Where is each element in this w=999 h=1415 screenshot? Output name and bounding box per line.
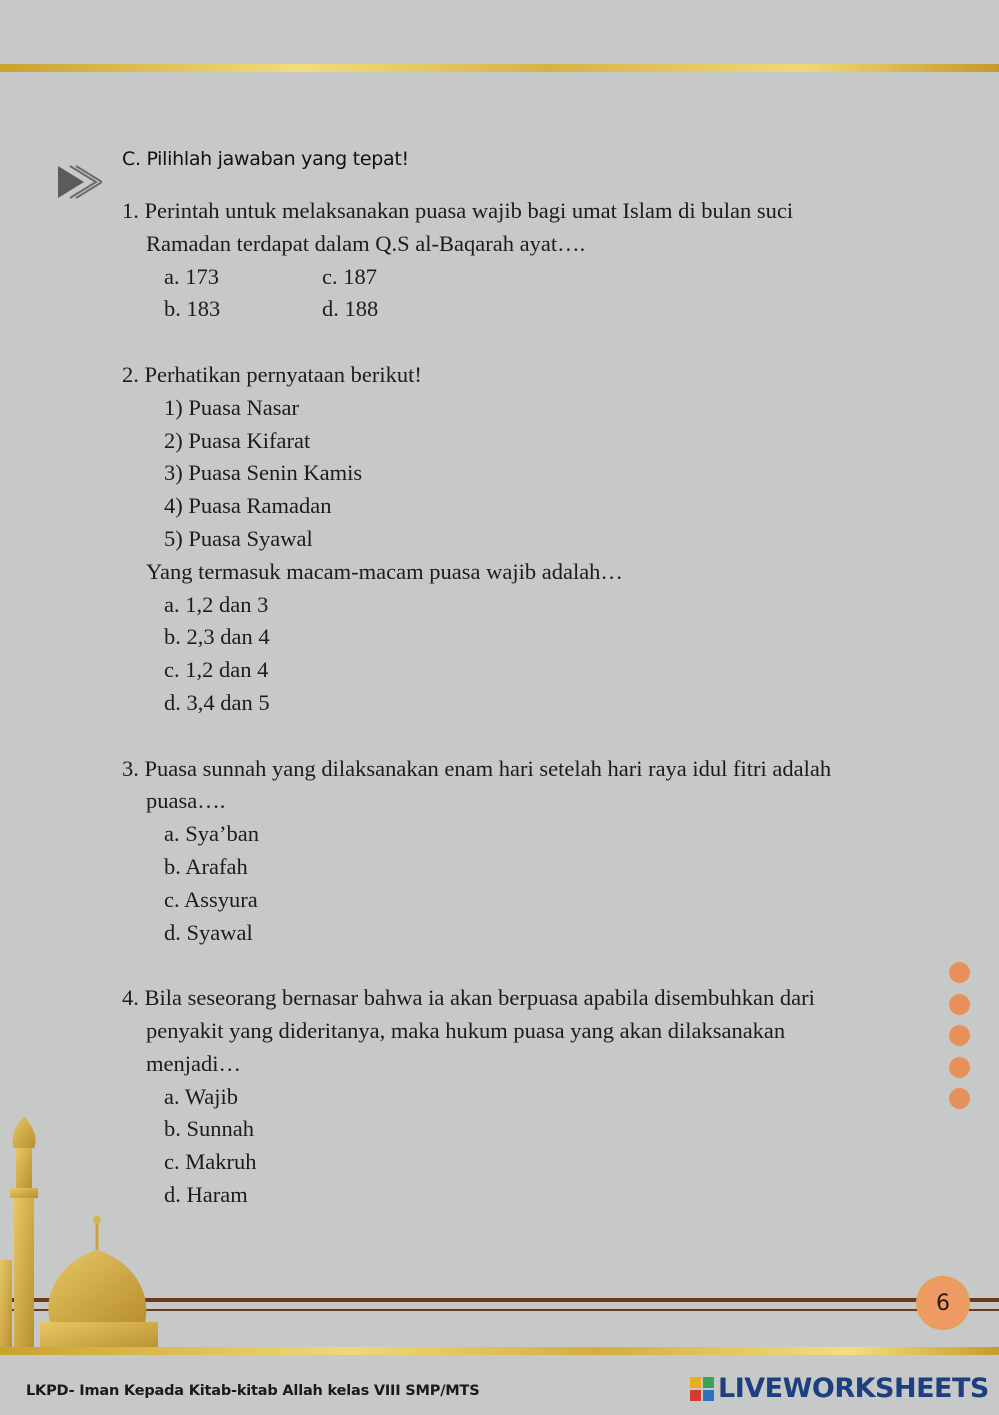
statement-5: 5) Puasa Syawal xyxy=(164,525,313,551)
question-list xyxy=(122,195,932,1212)
dot xyxy=(949,1057,970,1078)
top-gold-band xyxy=(0,64,999,72)
option-a[interactable]: a. Wajib xyxy=(164,1083,239,1109)
option-d[interactable]: d. Haram xyxy=(164,1181,248,1207)
option-c[interactable]: c. Makruh xyxy=(164,1149,257,1175)
question-text-cont: menjadi… xyxy=(146,1050,241,1076)
question-prompt: Yang termasuk macam-macam puasa wajib adalah… xyxy=(146,558,623,584)
option-a[interactable]: a. 173 xyxy=(164,263,219,289)
statement-4: 4) Puasa Ramadan xyxy=(164,493,332,519)
option-a[interactable]: a. Sya’ban xyxy=(164,821,259,847)
question-text: Puasa sunnah yang dilaksanakan enam hari setelah hari raya idul fitri adalah xyxy=(144,755,832,781)
option-b[interactable]: b. 183 xyxy=(164,296,221,322)
question-2 xyxy=(122,359,932,720)
question-number: 4. xyxy=(122,985,139,1011)
question-number: 1. xyxy=(122,198,139,223)
footer-title: LKPD- Iman Kepada Kitab-kitab Allah kelas VIII SMP/MTS xyxy=(26,1383,480,1399)
option-c[interactable]: c. Assyura xyxy=(164,886,258,912)
question-text: Perhatikan pernyataan berikut! xyxy=(144,361,422,387)
option-b[interactable]: b. Arafah xyxy=(164,853,248,879)
dot xyxy=(949,1025,970,1046)
option-d[interactable]: d. 3,4 dan 5 xyxy=(164,689,270,715)
decorative-dots xyxy=(949,962,971,1120)
option-a[interactable]: a. 1,2 dan 3 xyxy=(164,591,269,617)
liveworksheets-logo-icon xyxy=(690,1377,714,1401)
bottom-gold-band xyxy=(0,1347,999,1355)
dot xyxy=(949,962,970,983)
statement-2: 2) Puasa Kifarat xyxy=(164,427,311,453)
statement-1: 1) Puasa Nasar xyxy=(164,394,299,420)
options-row xyxy=(122,293,932,326)
option-b[interactable]: b. 2,3 dan 4 xyxy=(164,624,270,650)
page-number: 6 xyxy=(916,1276,970,1330)
dot xyxy=(949,994,970,1015)
option-c[interactable]: c. 187 xyxy=(322,263,377,289)
question-3 xyxy=(122,753,932,950)
option-d[interactable]: d. 188 xyxy=(322,296,379,322)
question-text-cont: penyakit yang dideritanya, maka hukum puasa yang akan dilaksanakan xyxy=(146,1017,786,1043)
brand-name: LIVEWORKSHEETS xyxy=(718,1373,989,1404)
question-number: 3. xyxy=(122,755,139,781)
options-row xyxy=(122,261,932,294)
section-title: C. Pilihlah jawaban yang tepat! xyxy=(122,148,409,170)
option-b[interactable]: b. Sunnah xyxy=(164,1116,254,1142)
dot xyxy=(949,1088,970,1109)
question-number: 2. xyxy=(122,361,139,387)
question-4 xyxy=(122,982,932,1212)
question-1 xyxy=(122,195,932,326)
double-arrow-icon xyxy=(56,162,102,202)
question-text-cont: Ramadan terdapat dalam Q.S al-Baqarah ayat…. xyxy=(146,230,586,256)
mosque-illustration xyxy=(0,1110,170,1360)
option-d[interactable]: d. Syawal xyxy=(164,919,253,945)
option-c[interactable]: c. 1,2 dan 4 xyxy=(164,657,269,683)
statement-3: 3) Puasa Senin Kamis xyxy=(164,460,363,486)
liveworksheets-brand[interactable] xyxy=(690,1373,989,1404)
question-text-cont: puasa…. xyxy=(146,788,226,814)
question-text: Bila seseorang bernasar bahwa ia akan berpuasa apabila disembuhkan dari xyxy=(144,985,815,1011)
question-text: Perintah untuk melaksanakan puasa wajib bagi umat Islam di bulan suci xyxy=(144,198,794,223)
